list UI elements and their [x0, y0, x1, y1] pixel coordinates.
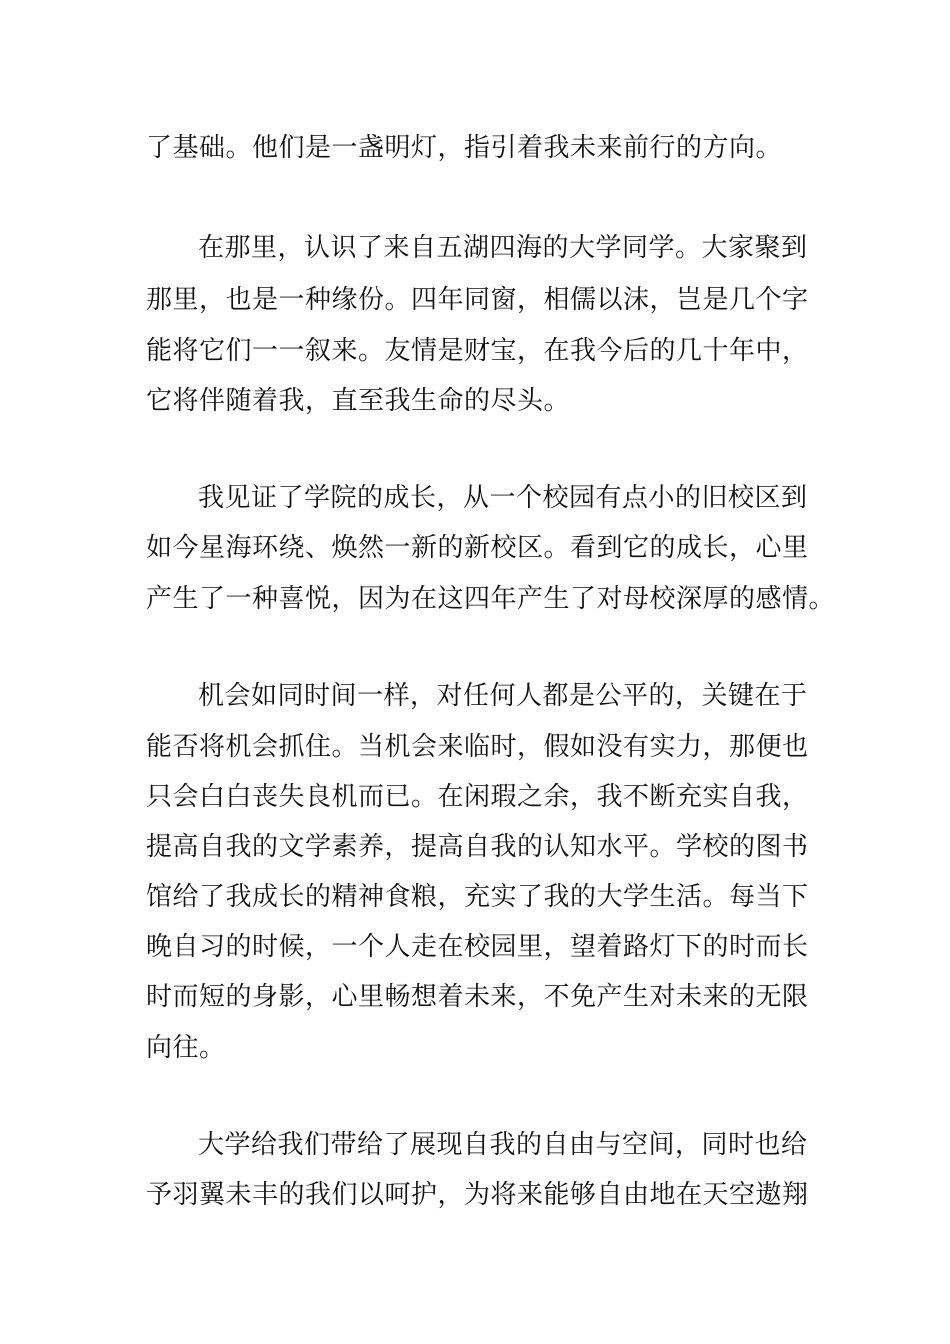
paragraph-2-line-1: 在那里，认识了来自五湖四海的大学同学。大家聚到 [198, 233, 808, 263]
paragraph-2-line-2: 那里，也是一种缘份。四年同窗，相儒以沫，岂是几个字 [146, 285, 809, 315]
paragraph-4-line-6: 晚自习的时候，一个人走在校园里，望着路灯下的时而长 [146, 932, 809, 962]
paragraph-1-line-1: 了基础。他们是一盏明灯，指引着我未来前行的方向。 [146, 133, 783, 163]
paragraph-3-line-1: 我见证了学院的成长，从一个校园有点小的旧校区到 [198, 483, 808, 513]
paragraph-4-line-3: 只会白白丧失良机而已。在闲瑕之余，我不断充实自我， [146, 782, 809, 812]
paragraph-4-line-8: 向往。 [146, 1033, 226, 1063]
paragraph-5-line-2: 予羽翼未丰的我们以呵护，为将来能够自由地在天空遨翔 [146, 1180, 809, 1210]
paragraph-3-line-3: 产生了一种喜悦，因为在这四年产生了对母校深厚的感情。 [146, 584, 836, 614]
paragraph-5-line-1: 大学给我们带给了展现自我的自由与空间，同时也给 [198, 1130, 808, 1160]
paragraph-4-line-5: 馆给了我成长的精神食粮，充实了我的大学生活。每当下 [146, 882, 809, 912]
paragraph-4-line-2: 能否将机会抓住。当机会来临时，假如没有实力，那便也 [146, 732, 809, 762]
paragraph-3-line-2: 如今星海环绕、焕然一新的新校区。看到它的成长，心里 [146, 533, 809, 563]
paragraph-4-line-1: 机会如同时间一样，对任何人都是公平的，关键在于 [198, 681, 808, 711]
paragraph-2-line-4: 它将伴随着我，直至我生命的尽头。 [146, 386, 571, 416]
paragraph-2-line-3: 能将它们一一叙来。友情是财宝，在我今后的几十年中， [146, 336, 809, 366]
paragraph-4-line-7: 时而短的身影，心里畅想着未来，不免产生对未来的无限 [146, 982, 809, 1012]
paragraph-4-line-4: 提高自我的文学素养，提高自我的认知水平。学校的图书 [146, 832, 809, 862]
